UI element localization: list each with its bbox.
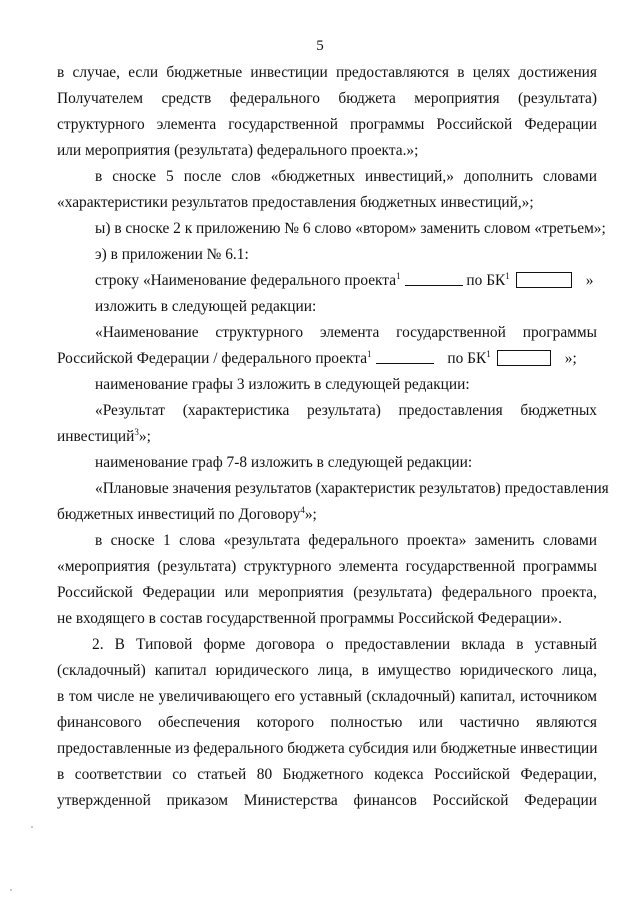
text-line: не входящего в состав государственной программы Российской Федерации». [57, 610, 562, 627]
russian-fed-row [57, 349, 597, 368]
bk-code-box [497, 350, 551, 366]
text-line: в соответствии со статьей 80 Бюджетного кодекса Российской Федерации, [57, 766, 597, 783]
text-line: «Наименование структурного элемента государственной программы [95, 324, 597, 341]
text-line: финансового обеспечения которого полностью или частично являются [57, 714, 597, 731]
text-line: (складочный) капитал юридического лица, в имущество юридического лица, [57, 662, 597, 679]
text-line: «Результат (характеристика результата) предоставления бюджетных [95, 402, 597, 419]
text-line: 2. В Типовой форме договора о предоставлении вклада в уставный [92, 636, 597, 653]
quote-close: »; [304, 506, 317, 523]
text-line: э) в приложении № 6.1: [95, 246, 249, 263]
text-line: в случае, если бюджетные инвестиции предоставляются в целях достижения [57, 64, 597, 81]
text-line: наименование графы 3 изложить в следующей редакции: [95, 376, 470, 393]
fed-project-prefix: строку «Наименование федерального проекта [95, 272, 397, 289]
investments-text: инвестиций [57, 428, 135, 445]
text-line: наименование граф 7-8 изложить в следующей редакции: [95, 454, 473, 471]
page-number: 5 [316, 38, 324, 54]
text-line: или мероприятия (результата) федерального проекта.»; [57, 142, 419, 159]
text-line: предоставленные из федерального бюджета субсидия или бюджетные инвестиции [57, 740, 598, 757]
russian-fed-prefix: Российской Федерации / федерального проекта [57, 350, 368, 367]
footnote-mark: 3 [134, 427, 139, 437]
text-line: изложить в следующей редакции: [95, 298, 317, 315]
blank-line [405, 272, 463, 286]
bk-label: по БК [443, 350, 487, 367]
scan-speck [10, 889, 12, 891]
quote-close: »; [564, 350, 577, 367]
text-line: в том числе не увеличивающего его уставный (складочный) капитал, источником [57, 688, 597, 705]
quote-close: » [585, 272, 594, 289]
text-line: «мероприятия (результата) структурного элемента государственной программы [57, 558, 597, 575]
footnote-mark: 1 [486, 349, 491, 359]
footnote-mark: 4 [300, 505, 305, 515]
blank-line [376, 350, 434, 364]
text-line: в сноске 1 слова «результата федерального проекта» заменить словами [95, 532, 597, 549]
quote-close: »; [138, 428, 151, 445]
investments-row [57, 427, 597, 446]
footnote-mark: 1 [505, 271, 510, 281]
text-line: Российской Федерации или мероприятия (результата) федерального проекта, [57, 584, 597, 601]
text-line: «характеристики результатов предоставления бюджетных инвестиций,»; [57, 194, 534, 211]
text-line: утвержденной приказом Министерства финансов Российской Федерации [57, 792, 597, 809]
bk-code-box [516, 272, 572, 288]
scan-speck [31, 826, 33, 828]
footnote-mark: 1 [367, 349, 372, 359]
agreement-text: бюджетных инвестиций по Договору [57, 506, 301, 523]
text-line: Получателем средств федерального бюджета мероприятия (результата) [57, 90, 597, 107]
text-line: структурного элемента государственной программы Российской Федерации [57, 116, 597, 133]
text-line: в сноске 5 после слов «бюджетных инвестиций,» дополнить словами [95, 168, 597, 185]
footnote-mark: 1 [396, 271, 401, 281]
fed-project-row [95, 271, 597, 290]
bk-label: по БК [462, 272, 506, 289]
agreement-row [57, 505, 597, 524]
text-line: ы) в сноске 2 к приложению № 6 слово «втором» заменить словом «третьем»; [95, 220, 606, 237]
text-line: «Плановые значения результатов (характеристик результатов) предоставления [95, 480, 609, 497]
